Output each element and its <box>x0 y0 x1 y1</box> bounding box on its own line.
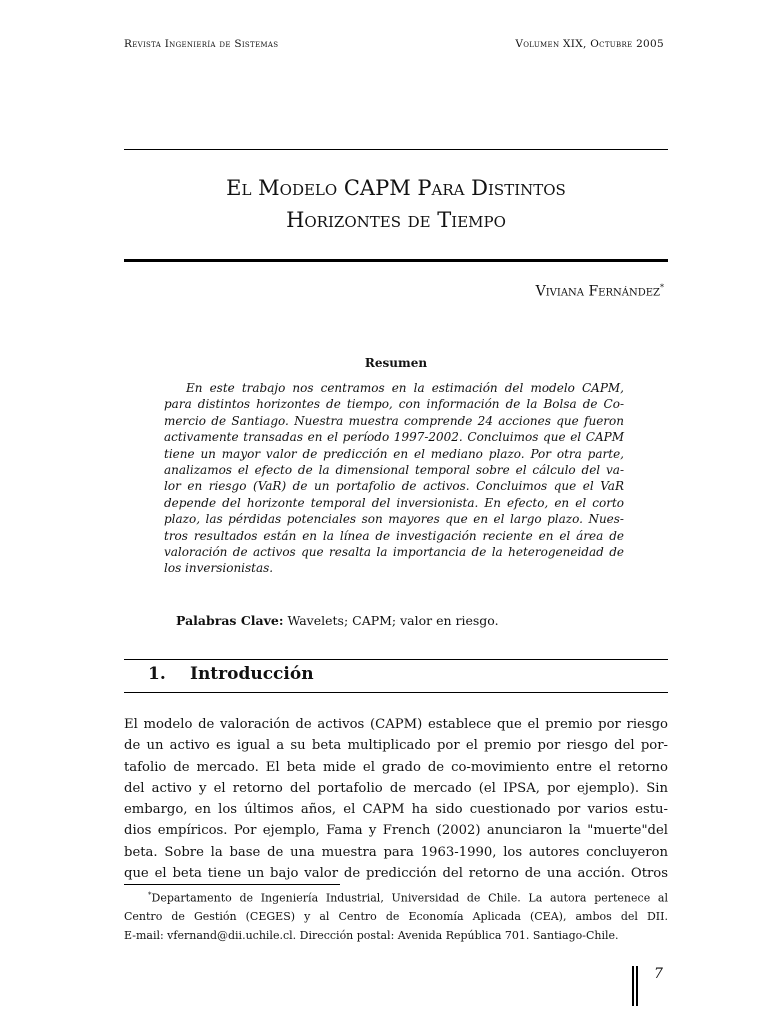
abstract-line: tiene un mayor valor de predicción en el mediano plazo. Por otra parte, <box>164 446 624 461</box>
keywords <box>176 613 499 628</box>
journal-name: Revista Ingeniería de Sistemas <box>124 38 279 50</box>
section-rule-top <box>124 659 668 660</box>
abstract-line: depende del horizonte temporal del inversionista. En efecto, en el corto <box>164 495 624 510</box>
article-title <box>124 172 668 236</box>
keywords-value: Wavelets; CAPM; valor en riesgo. <box>287 613 499 628</box>
section-number: 1. <box>148 664 166 684</box>
footnote-line: E-mail: vfernand@dii.uchile.cl. Dirección postal: Avenida República 701. Santiago-Chile. <box>124 928 619 942</box>
title-line-1: El Modelo CAPM Para Distintos <box>226 176 566 200</box>
author-footnote <box>124 886 668 945</box>
abstract-body <box>164 380 624 577</box>
author-line <box>536 283 664 300</box>
footnote-line: Centro de Gestión (CEGES) y al Centro de Economía Aplicada (CEA), ambos del DII. <box>124 910 668 924</box>
introduction-paragraph <box>124 714 668 884</box>
footnote-line <box>124 886 668 908</box>
footnote-text: Departamento de Ingeniería Industrial, Universidad de Chile. La autora pertenece al <box>151 891 668 905</box>
abstract-line: lor en riesgo (VaR) de un portafolio de activos. Concluimos que el VaR <box>164 479 624 494</box>
section-title: Introducción <box>190 664 314 684</box>
author-name: Viviana Fernández <box>535 283 660 300</box>
author-footnote-mark: * <box>660 283 664 292</box>
body-line: El modelo de valoración de activos (CAPM) establece que el premio por riesgo <box>124 717 668 732</box>
issue-info: Volumen XIX, Octubre 2005 <box>515 38 664 50</box>
body-line: tafolio de mercado. El beta mide el grado de co-movimiento entre el retorno <box>124 759 668 775</box>
title-rule-top <box>124 149 668 150</box>
footnote-mark: * <box>148 891 152 899</box>
abstract-line: mercio de Santiago. Nuestra muestra comprende 24 acciones que fueron <box>164 413 624 428</box>
abstract-line: En este trabajo nos centramos en la estimación del modelo CAPM, <box>186 381 624 395</box>
page-number-bars <box>632 966 638 1006</box>
keywords-label: Palabras Clave: <box>176 613 284 628</box>
body-line: que el beta tiene un bajo valor de predicción del retorno de una acción. Otros <box>124 866 668 882</box>
page-number: 7 <box>654 966 663 982</box>
title-rule-bottom <box>124 259 668 262</box>
body-line: de un activo es igual a su beta multiplicado por el premio por riesgo del por- <box>124 738 668 754</box>
section-heading <box>148 664 314 684</box>
abstract-line: tros resultados están en la línea de investigación reciente en el área de <box>164 528 624 543</box>
abstract-line: para distintos horizontes de tiempo, con información de la Bolsa de Co- <box>164 397 624 412</box>
body-line: dios empíricos. Por ejemplo, Fama y French (2002) anunciaron la "muerte"del <box>124 823 668 839</box>
body-line: del activo y el retorno del portafolio de mercado (el IPSA, por ejemplo). Sin <box>124 780 668 796</box>
title-line-2: Horizontes de Tiempo <box>286 208 506 232</box>
body-line: embargo, en los últimos años, el CAPM ha sido cuestionado por varios estu- <box>124 802 668 818</box>
running-header <box>124 38 664 50</box>
section-rule-bottom <box>124 692 668 693</box>
abstract-line: activamente transadas en el período 1997-2002. Concluimos que el CAPM <box>164 430 624 445</box>
abstract-line: los inversionistas. <box>164 561 274 576</box>
body-line: beta. Sobre la base de una muestra para 1963-1990, los autores concluyeron <box>124 844 668 860</box>
abstract-heading: Resumen <box>364 356 428 370</box>
abstract-line: valoración de activos que resalta la importancia de la heterogeneidad de <box>164 545 624 560</box>
abstract-line: plazo, las pérdidas potenciales son mayores que en el largo plazo. Nues- <box>164 512 624 527</box>
abstract-line: analizamos el efecto de la dimensional temporal sobre el cálculo del va- <box>164 463 624 478</box>
footnote-rule <box>124 884 340 885</box>
